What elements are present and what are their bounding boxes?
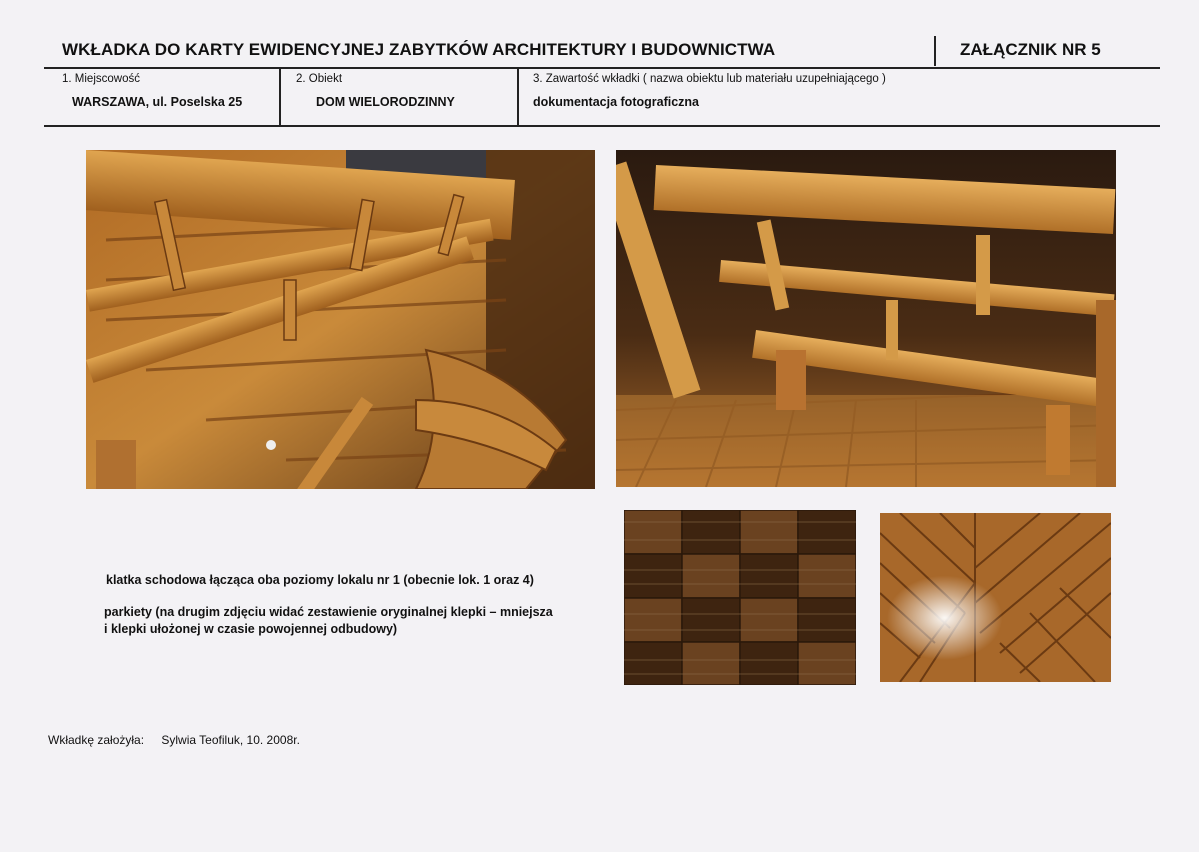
header-top-rule	[44, 67, 1160, 69]
author-line	[48, 733, 300, 747]
header-bottom-rule	[44, 125, 1160, 127]
document-title: WKŁADKA DO KARTY EWIDENCYJNEJ ZABYTKÓW ARCHITEKTURY I BUDOWNICTWA	[62, 40, 776, 59]
author-label: Wkładkę założyła:	[48, 733, 145, 747]
contents-label: 3. Zawartość wkładki ( nazwa obiektu lub materiału uzupełniającego )	[533, 73, 886, 85]
parquet-caption-line1: parkiety (na drugim zdjęciu widać zestawienie oryginalnej klepki – mniejsza	[104, 605, 553, 619]
object-value: DOM WIELORODZINNY	[316, 95, 455, 109]
parquet-photo-1	[624, 510, 856, 685]
stairs-caption: klatka schodowa łącząca oba poziomy lokalu nr 1 (obecnie lok. 1 oraz 4)	[106, 573, 534, 587]
locality-label: 1. Miejscowość	[62, 73, 140, 85]
railing-photo	[616, 150, 1116, 487]
header-divider	[934, 36, 936, 66]
staircase-photo	[86, 150, 595, 489]
field-divider-2	[517, 69, 519, 125]
field-divider-1	[279, 69, 281, 125]
parquet-caption-line2: i klepki ułożonej w czasie powojennej odbudowy)	[104, 622, 398, 636]
contents-value: dokumentacja fotograficzna	[533, 95, 699, 109]
locality-value: WARSZAWA, ul. Poselska 25	[72, 95, 243, 109]
author-value: Sylwia Teofiluk, 10. 2008r.	[161, 733, 300, 747]
annex-number: ZAŁĄCZNIK NR 5	[960, 40, 1101, 59]
object-label: 2. Obiekt	[296, 73, 343, 85]
parquet-photo-2	[880, 513, 1111, 682]
